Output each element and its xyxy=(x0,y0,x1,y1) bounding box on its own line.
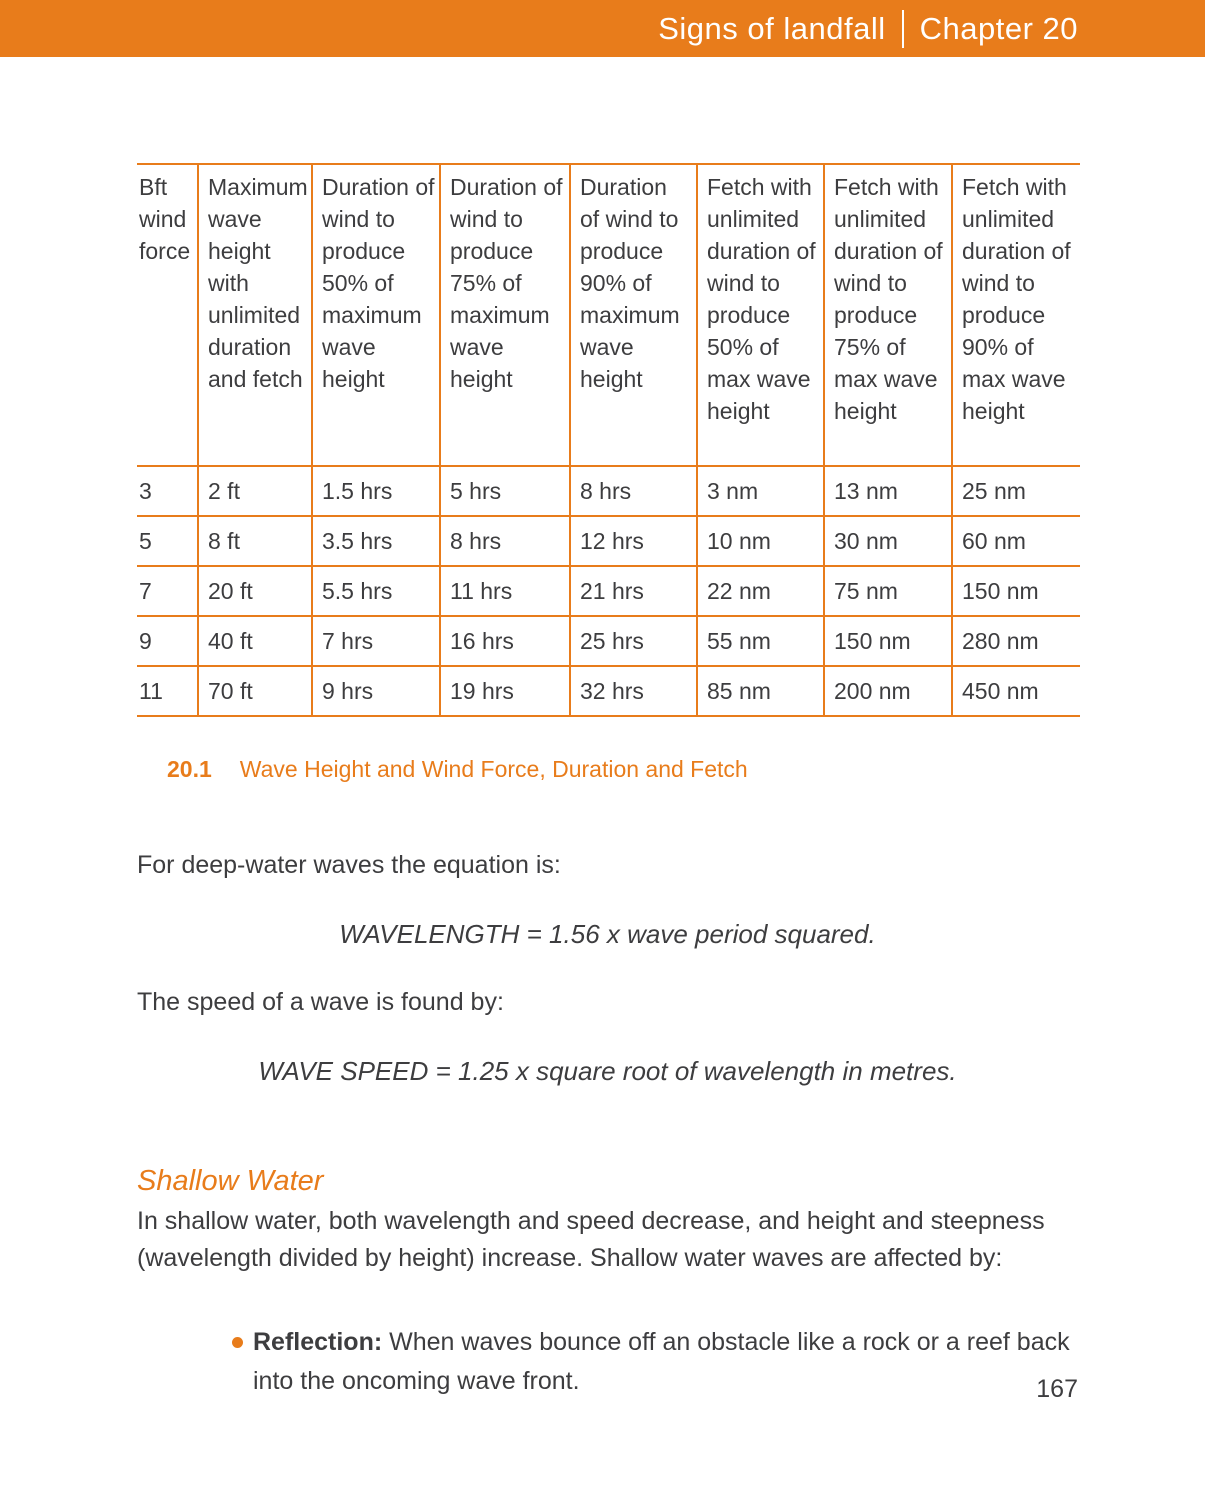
table-cell: 280 nm xyxy=(952,616,1080,666)
table-cell: 12 hrs xyxy=(570,516,697,566)
table-cell: 20 ft xyxy=(198,566,312,616)
table-header-row xyxy=(137,164,1080,466)
table-cell: 5 xyxy=(137,516,198,566)
table-cell: 2 ft xyxy=(198,466,312,516)
table-cell: 25 hrs xyxy=(570,616,697,666)
header-section-title: Signs of landfall xyxy=(658,11,886,46)
table-cell: 75 nm xyxy=(824,566,952,616)
table-cell: 7 hrs xyxy=(312,616,440,666)
equation-wavelength: WAVELENGTH = 1.56 x wave period squared. xyxy=(339,919,876,949)
table-cell: 13 nm xyxy=(824,466,952,516)
table-cell: 30 nm xyxy=(824,516,952,566)
bullet-icon xyxy=(232,1337,243,1348)
table-header-cell: Duration of wind to produce 90% of maximum wave height xyxy=(570,164,697,466)
table-cell: 8 hrs xyxy=(440,516,570,566)
table-cell: 150 nm xyxy=(824,616,952,666)
header-chapter-title: Chapter 20 xyxy=(919,11,1078,46)
table-row xyxy=(137,666,1080,716)
table-cell: 450 nm xyxy=(952,666,1080,716)
table-cell: 11 hrs xyxy=(440,566,570,616)
table-row xyxy=(137,616,1080,666)
header-divider xyxy=(902,10,904,48)
table-cell: 11 xyxy=(137,666,198,716)
page-content xyxy=(137,163,1078,1401)
table-header-cell: Fetch with unlimited duration of wind to produce 90% of max wave height xyxy=(952,164,1080,466)
table-header-cell: Fetch with unlimited duration of wind to produce 50% of max wave height xyxy=(697,164,824,466)
bullet-text: When waves bounce off an obstacle like a rock or a reef back into the oncoming wave front. xyxy=(253,1328,1070,1395)
table-cell: 32 hrs xyxy=(570,666,697,716)
table-cell: 5 hrs xyxy=(440,466,570,516)
table-cell: 3 nm xyxy=(697,466,824,516)
shallow-water-paragraph: In shallow water, both wavelength and speed decrease, and height and steepness (wavelength divided by height) increase. Shallow water waves are affected by: xyxy=(137,1207,1045,1272)
table-header-cell: Duration of wind to produce 50% of maximum wave height xyxy=(312,164,440,466)
table-cell: 3.5 hrs xyxy=(312,516,440,566)
table-cell: 8 ft xyxy=(198,516,312,566)
table-cell: 60 nm xyxy=(952,516,1080,566)
chapter-header-bar xyxy=(0,0,1205,57)
table-row xyxy=(137,516,1080,566)
bullet-list xyxy=(137,1323,1078,1401)
table-cell: 8 hrs xyxy=(570,466,697,516)
table-cell: 21 hrs xyxy=(570,566,697,616)
table-header-cell: Maximum wave height with unlimited duration and fetch xyxy=(198,164,312,466)
table-header-cell: Duration of wind to produce 75% of maximum wave height xyxy=(440,164,570,466)
table-cell: 200 nm xyxy=(824,666,952,716)
table-cell: 16 hrs xyxy=(440,616,570,666)
table-cell: 25 nm xyxy=(952,466,1080,516)
page-number: 167 xyxy=(1036,1375,1078,1403)
table-header-cell: Bft wind force xyxy=(137,164,198,466)
para-deep-water: For deep-water waves the equation is: xyxy=(137,851,561,879)
table-row xyxy=(137,566,1080,616)
table-cell: 85 nm xyxy=(697,666,824,716)
table-cell: 5.5 hrs xyxy=(312,566,440,616)
table-cell: 19 hrs xyxy=(440,666,570,716)
table-row xyxy=(137,466,1080,516)
table-cell: 150 nm xyxy=(952,566,1080,616)
table-cell: 55 nm xyxy=(697,616,824,666)
shallow-water-heading: Shallow Water xyxy=(137,1165,324,1197)
table-cell: 7 xyxy=(137,566,198,616)
bullet-term: Reflection: xyxy=(253,1328,383,1356)
table-cell: 9 hrs xyxy=(312,666,440,716)
table-cell: 3 xyxy=(137,466,198,516)
para-wave-speed: The speed of a wave is found by: xyxy=(137,988,504,1016)
table-cell: 1.5 hrs xyxy=(312,466,440,516)
equation-wave-speed: WAVE SPEED = 1.25 x square root of wavelength in metres. xyxy=(258,1056,957,1086)
caption-text: Wave Height and Wind Force, Duration and Fetch xyxy=(239,756,748,782)
table-cell: 40 ft xyxy=(198,616,312,666)
table-cell: 9 xyxy=(137,616,198,666)
table-caption xyxy=(137,753,1078,785)
bullet-item xyxy=(253,1323,1083,1401)
caption-number: 20.1 xyxy=(167,756,212,782)
wave-height-table xyxy=(137,163,1080,717)
table-cell: 22 nm xyxy=(697,566,824,616)
table-cell: 70 ft xyxy=(198,666,312,716)
table-header-cell: Fetch with unlimited duration of wind to produce 75% of max wave height xyxy=(824,164,952,466)
table-cell: 10 nm xyxy=(697,516,824,566)
